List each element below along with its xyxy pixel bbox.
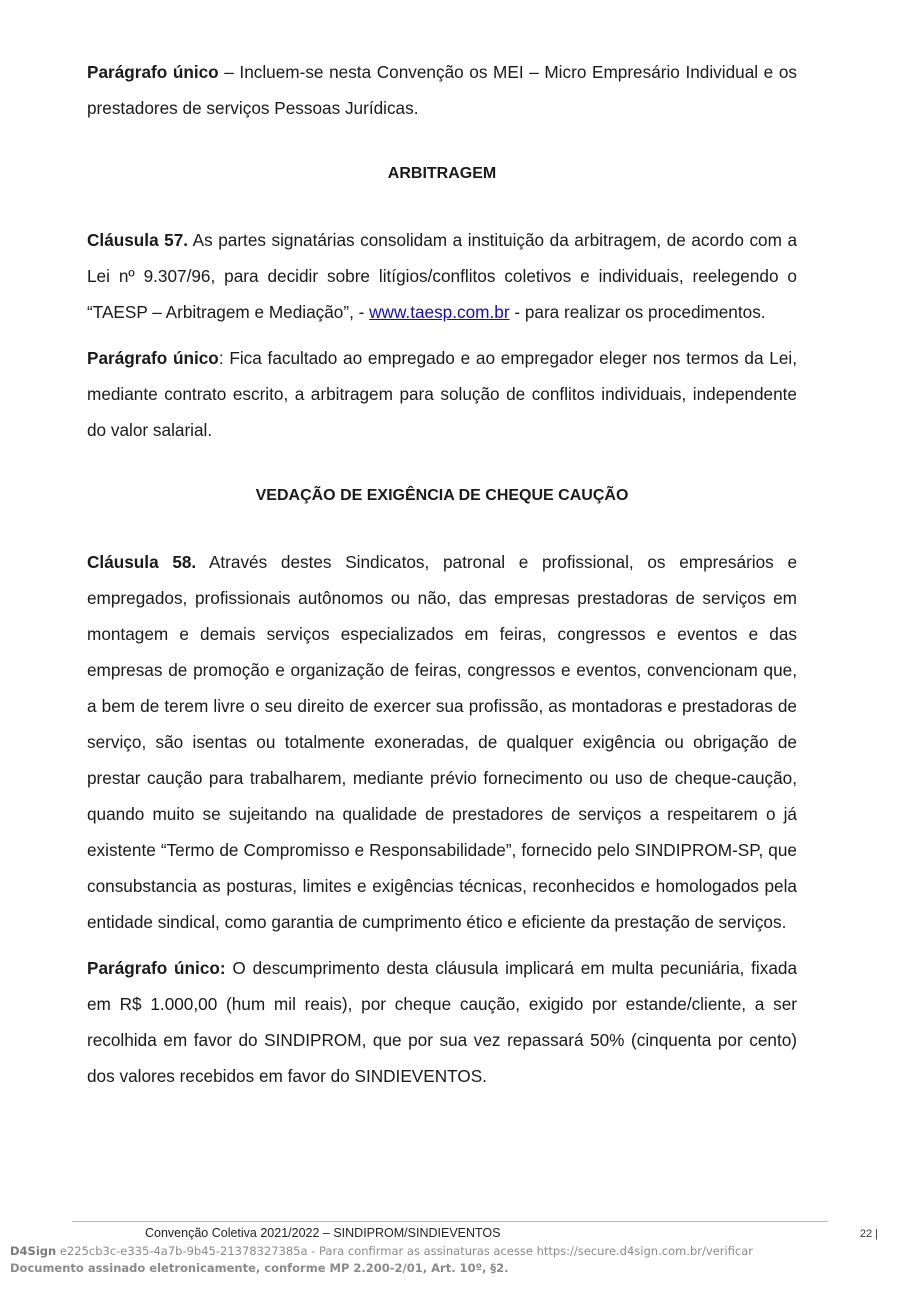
clausula-text: Através destes Sindicatos, patronal e profissional, os empresários e empregados, profissionais autônomos ou não, das empresas prestadoras de serviços em montagem e demais serviços especializados em feiras, congressos e eventos e das empresas de promoção e organização de feiras, congressos e eventos, convencionam que, a bem de terem livre o seu direito de exercer sua profissão, as montadoras e prestadoras de serviço, são isentas ou totalmente exoneradas, de qualquer exigência ou obrigação de prestar caução para trabalharem, mediante prévio fornecimento ou uso de cheque-caução, quando muito se sujeitando na qualidade de prestadores de serviços a respeitarem o já existente “Termo de Compromisso e Responsabilidade”, fornecido pelo SINDIPROM-SP, que consubstancia as posturas, limites e exigências técnicas, reconhecidos e homologados pela entidade sindical, como garantia de cumprimento ético e eficiente da prestação de serviços.: [87, 552, 798, 932]
heading-arbitragem: ARBITRAGEM: [387, 165, 497, 182]
footer-title: Convenção Coletiva 2021/2022 – SINDIPROM/SINDIEVENTOS: [145, 1226, 501, 1240]
paragrafo-text: : Fica facultado ao empregado e ao empregador eleger nos termos da Lei, mediante contrato escrito, a arbitragem para solução de conflitos individuais, independente do valor salarial.: [87, 348, 797, 440]
clausula-58: [87, 544, 797, 940]
paragrafo-label: Parágrafo único:: [87, 958, 226, 978]
d4sign-notice: Documento assinado eletronicamente, conforme MP 2.200-2/01, Art. 10º, §2.: [10, 1261, 509, 1275]
document-body: [87, 54, 797, 1094]
paragrafo-label: Parágrafo único: [87, 348, 219, 368]
page-number: 22 |: [859, 1228, 878, 1240]
clausula-57: [87, 222, 797, 330]
heading-vedacao: VEDAÇÃO DE EXIGÊNCIA DE CHEQUE CAUÇÃO: [255, 487, 629, 504]
clausula-label: Cláusula 57.: [87, 230, 189, 250]
paragrafo-text: – Incluem-se nesta Convenção os MEI – Micro Empresário Individual e os prestadores de serviços Pessoas Jurídicas.: [87, 62, 797, 118]
paragrafo-label: Parágrafo único: [87, 62, 219, 82]
taesp-link[interactable]: www.taesp.com.br: [369, 302, 510, 322]
d4sign-code: e225cb3c-e335-4a7b-9b45-21378327385a - Para confirmar as assinaturas acesse https://secure.d4sign.com.br/verificar: [56, 1244, 753, 1258]
d4sign-verification: [10, 1244, 753, 1258]
d4sign-brand: D4Sign: [10, 1244, 57, 1258]
clausula-text-end: - para realizar os procedimentos.: [509, 302, 766, 322]
paragrafo-unico-mei: [87, 54, 797, 126]
clausula-label: Cláusula 58.: [87, 552, 197, 572]
clausula-text: As partes signatárias consolidam a instituição da arbitragem, de acordo com a Lei nº 9.307/96, para decidir sobre litígios/conflitos coletivos e individuais, reelegendo o “TAESP – Arbitragem e Mediação”, -: [87, 230, 798, 322]
paragrafo-unico-58: [87, 950, 797, 1094]
paragrafo-unico-57: [87, 340, 797, 448]
footer-divider: [72, 1221, 828, 1222]
paragrafo-text: O descumprimento desta cláusula implicará em multa pecuniária, fixada em R$ 1.000,00 (hum mil reais), por cheque caução, exigido por estande/cliente, a ser recolhida em favor do SINDIPROM, que por sua vez repassará 50% (cinquenta por cento) dos valores recebidos em favor do SINDIEVENTOS.: [87, 958, 797, 1086]
